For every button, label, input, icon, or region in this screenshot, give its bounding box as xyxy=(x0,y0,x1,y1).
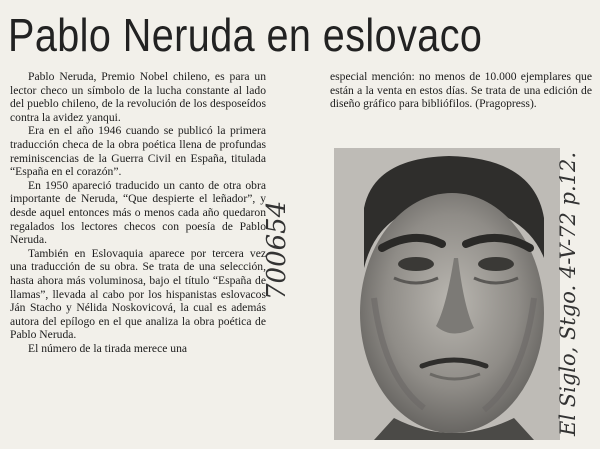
paragraph-4: También en Eslovaquia aparece por tercera vez una traducción de su obra. Se trata de una selección, hasta ahora más voluminosa, bajo el título “España de llamas”, llevada al cabo por los hispanistas eslovacos Ján Stacho y Nélida Noskovicová, la cual es además autora del epílogo en el que analiza la obra poética de Pablo Neruda. xyxy=(10,246,266,342)
paragraph-5: El número de la tirada merece una xyxy=(28,341,188,355)
paragraph-2: Era en el año 1946 cuando se publicó la primera traducción checa de la obra poética llena de profundas reminiscencias de la Guerra Civil en España, titulada “España en el corazón”. xyxy=(10,124,266,179)
paragraph-continued: especial mención: no menos de 10.000 ejemplares que están a la venta en estos días. Se trata de una edición de diseño gráfico para bibliófilos. (Pragopress). xyxy=(330,70,592,111)
paragraph-1: Pablo Neruda, Premio Nobel chileno, es para un lector checo un símbolo de la lucha constante al lado del pueblo chileno, de la revolución de los desposeídos contra la avidez yanqui. xyxy=(10,70,266,124)
headline: Pablo Neruda en eslovaco xyxy=(8,9,483,61)
handwritten-source-note: El Siglo, Stgo. 4-V-72 p.12. xyxy=(556,151,580,436)
portrait-photo xyxy=(334,148,560,440)
article-left-column xyxy=(10,70,266,355)
handwritten-catalog-number: 700654 xyxy=(262,200,292,300)
article-right-column xyxy=(330,70,592,111)
portrait-image xyxy=(334,148,560,440)
paragraph-3: En 1950 apareció traducido un canto de otra obra importante de Neruda, “Que despierte el leñador”, y desde aquel entonces más o menos cada año quedaron regalados los lectores checos con poesía de Pablo Neruda. xyxy=(10,178,266,247)
